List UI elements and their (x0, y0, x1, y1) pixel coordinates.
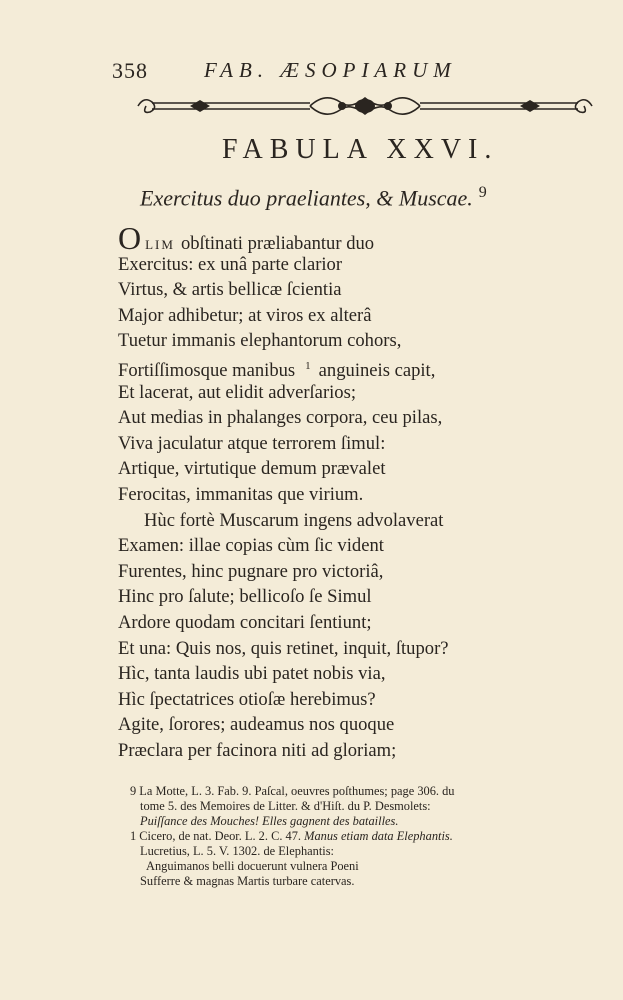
footnote-marker: 1 (305, 359, 311, 372)
verse-line: Major adhibetur; at viros ex alterâ (118, 304, 372, 326)
footnote-text: 1 Cicero, de nat. Deor. L. 2. C. 47. (130, 829, 302, 843)
running-title: FAB. ÆSOPIARUM (204, 58, 457, 82)
footnote-1-line (130, 829, 610, 844)
footnote-9-line: Puiſſance des Mouches! Elles gagnent des batailles. (140, 814, 399, 828)
verse-line: Ferocitas, immanitas que virium. (118, 483, 364, 505)
verse-line: Exercitus: ex unâ parte clarior (118, 253, 343, 275)
verse-line (118, 354, 598, 380)
small-caps: LIM (145, 237, 175, 252)
verse-line: Furentes, hinc pugnare pro victoriâ, (118, 560, 384, 582)
footnote-9-line: 9 La Motte, L. 3. Fab. 9. Paſcal, oeuvres poſthumes; page 306. du (130, 784, 455, 798)
fable-title: FABULA XXVI. (222, 134, 499, 165)
subtitle-note-marker: 9 (478, 184, 487, 201)
line-text: Fortiſſimosque manibus (118, 360, 296, 382)
verse-line: Aut medias in phalanges corpora, ceu pilas, (118, 407, 443, 429)
verse-line: Et lacerat, aut elidit adverſarios; (118, 381, 356, 403)
verse-body (118, 220, 598, 763)
footnote-1-line: Sufferre & magnas Martis turbare catervas. (140, 874, 355, 888)
verse-line: Hùc fortè Muscarum ingens advolaverat (144, 509, 444, 531)
drop-cap: O (118, 220, 142, 256)
footnotes (130, 784, 610, 889)
page-header (112, 58, 512, 88)
verse-line: Præclara per facinora niti ad gloriam; (118, 739, 397, 761)
footnote-quote: Manus etiam data Elephantis. (304, 829, 453, 843)
verse-line: Hìc ſpectatrices otioſæ herebimus? (118, 688, 376, 710)
verse-line: Viva jaculatur atque terrorem ſimul: (118, 432, 386, 454)
verse-line: Et una: Quis nos, quis retinet, inquit, ſtupor? (118, 637, 449, 659)
line-text: obſtinati præliabantur duo (180, 233, 375, 254)
page-number: 358 (112, 58, 148, 83)
verse-line: Tuetur immanis elephantorum cohors, (118, 330, 402, 352)
decorative-ornament (130, 88, 600, 124)
footnote-1-line: Anguimanos belli docuerunt vulnera Poeni (146, 859, 359, 873)
verse-line: Hìc, tanta laudis ubi patet nobis via, (118, 663, 386, 685)
line-text: anguineis capit, (318, 360, 436, 382)
fable-subtitle (140, 184, 487, 211)
verse-line: Agite, ſorores; audeamus nos quoque (118, 714, 395, 736)
subtitle-text: Exercitus duo praeliantes, & Muscae. (140, 185, 473, 211)
footnote-1-line: Lucretius, L. 5. V. 1302. de Elephantis: (140, 844, 334, 858)
verse-line (118, 220, 598, 256)
footnote-9-line: tome 5. des Memoires de Litter. & d'Hiſt. du P. Desmolets: (140, 799, 431, 813)
verse-line: Ardore quodam concitari ſentiunt; (118, 611, 372, 633)
verse-line: Artique, virtutique demum prævalet (118, 458, 386, 480)
verse-line: Hinc pro ſalute; bellicoſo ſe Simul (118, 586, 372, 608)
verse-line: Virtus, & artis bellicæ ſcientia (118, 279, 342, 301)
verse-line: Examen: illae copias cùm ſic vident (118, 535, 384, 557)
